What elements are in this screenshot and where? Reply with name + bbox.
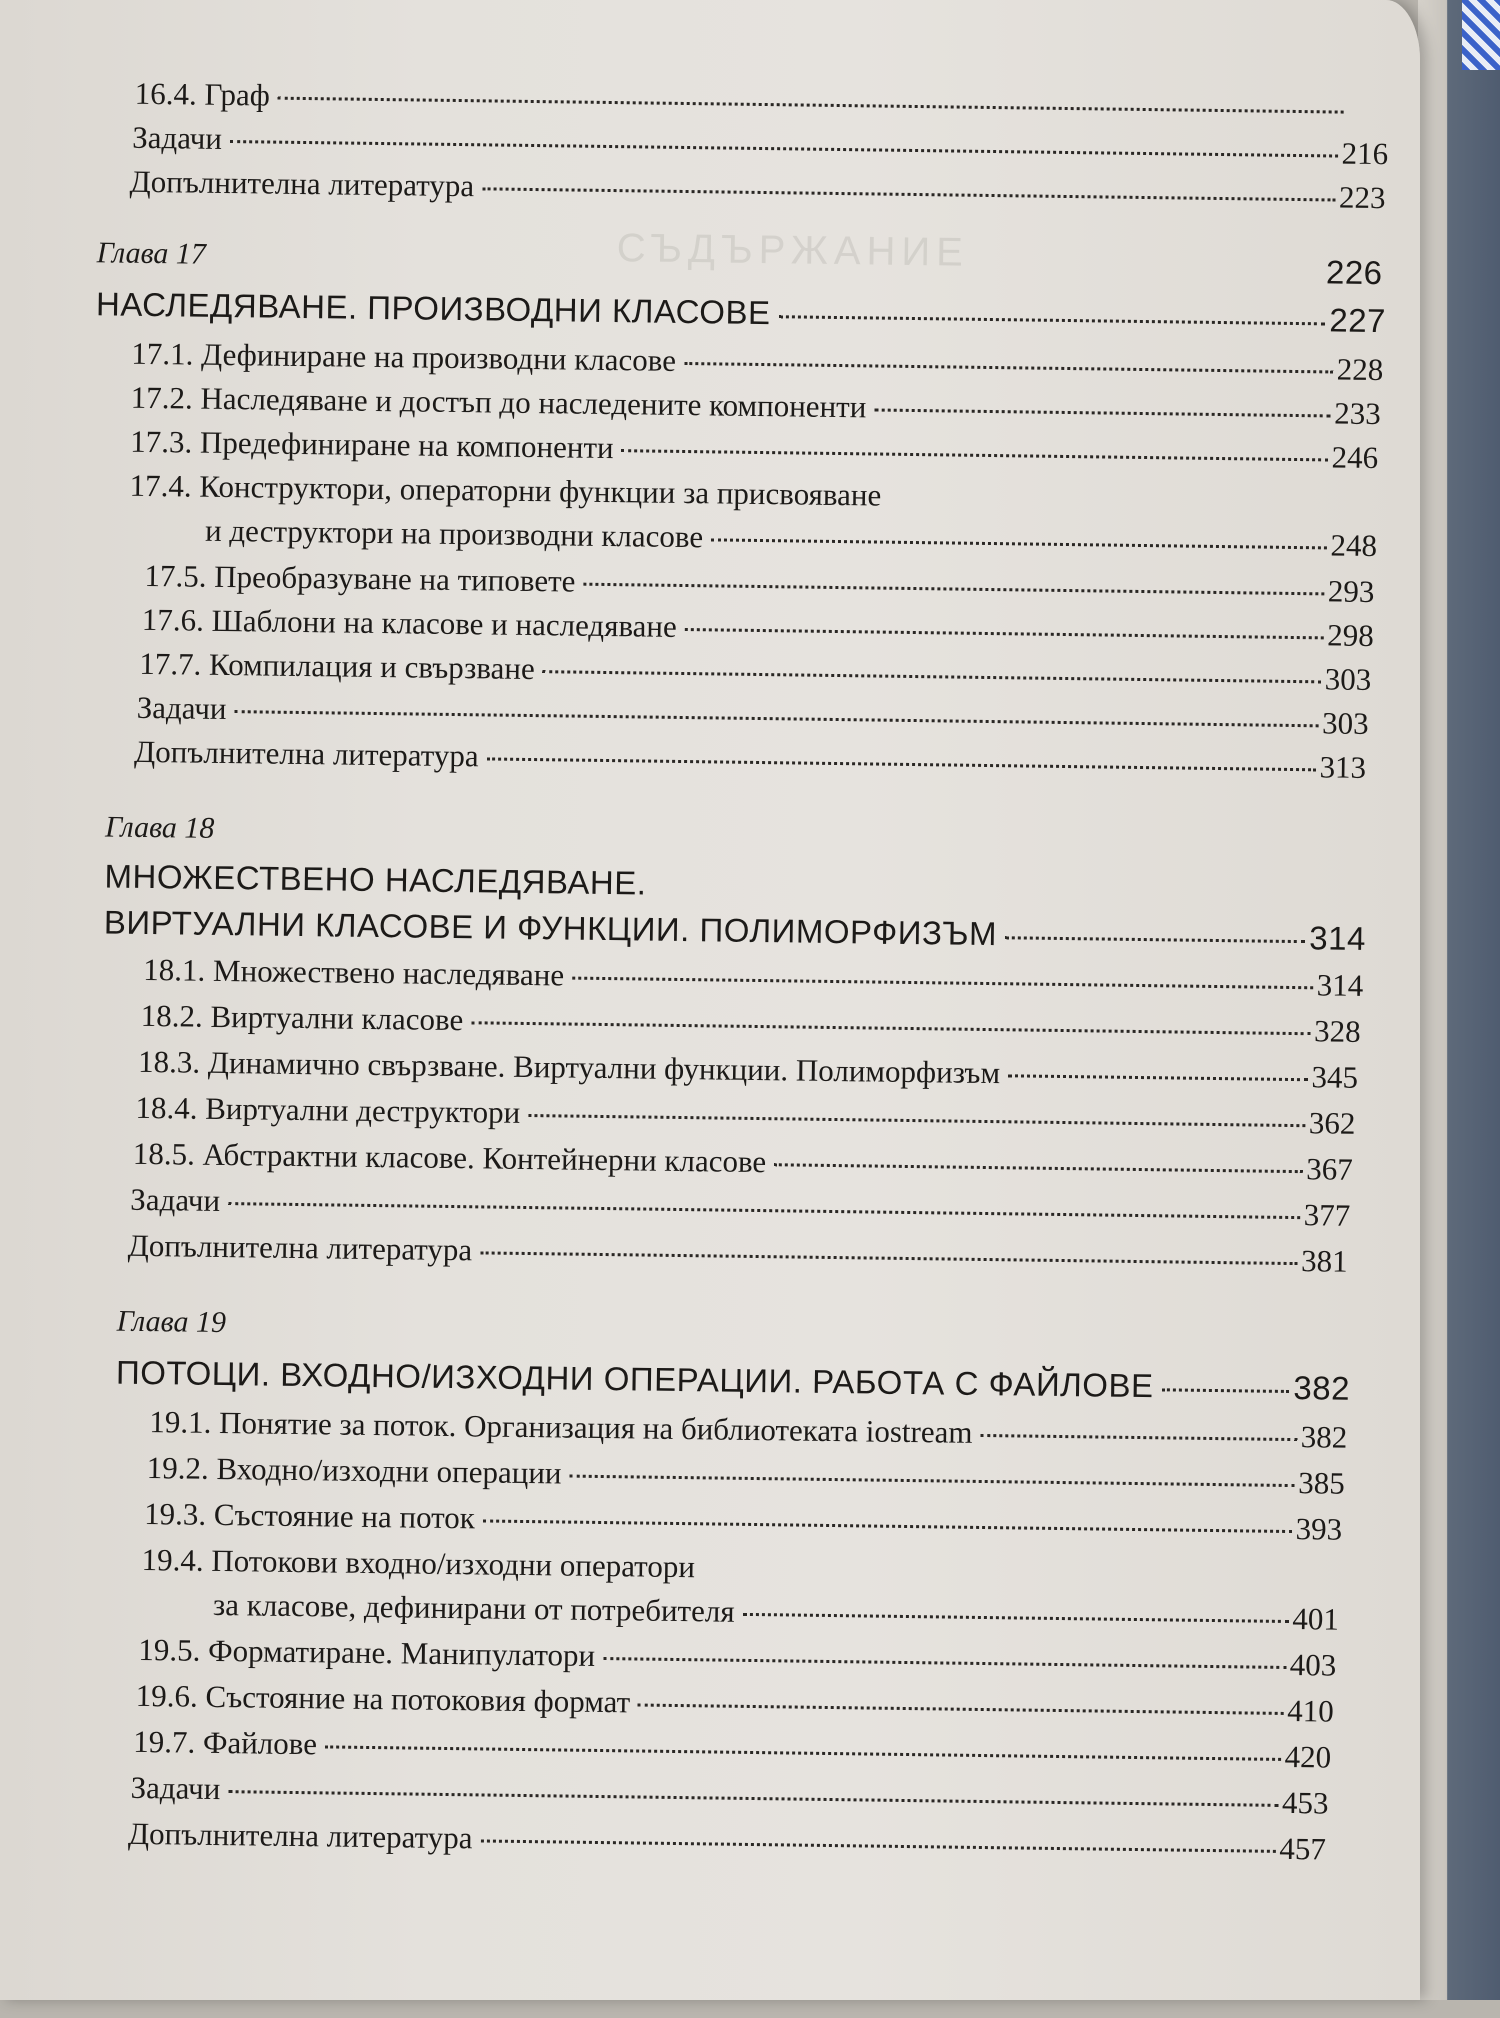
chapter-label: Глава 17 [96, 236, 207, 271]
toc-entry-page: 457 [1279, 1830, 1327, 1867]
leader-dots [711, 538, 1326, 549]
toc-entry-page: 410 [1286, 1692, 1334, 1729]
toc-entry-page: 246 [1331, 439, 1379, 476]
leader-dots [1008, 1074, 1307, 1081]
toc-entry-page: 367 [1306, 1151, 1354, 1187]
toc-entry-page: 393 [1295, 1511, 1343, 1547]
toc-entry-label: 19.7. Файлове [132, 1723, 318, 1762]
leader-dots [874, 408, 1330, 417]
chapter-end-page: 226 [1325, 253, 1383, 292]
toc-entry-page: 314 [1316, 967, 1364, 1003]
toc-entry-page: 377 [1303, 1197, 1351, 1233]
toc-entry-label: 18.2. Виртуални класове [140, 997, 464, 1038]
toc-entry-label: 16.4. Граф [134, 75, 271, 113]
leader-dots [325, 1745, 1281, 1761]
toc-entry-label: 17.3. Предефиниране на компоненти [130, 423, 614, 466]
chapter-label: Глава 19 [116, 1304, 227, 1340]
toc-entry-page: 345 [1311, 1059, 1359, 1095]
toc-entry-label-cont: за класове, дефинирани от потребителя [212, 1586, 735, 1629]
toc-entry-label: 19.4. Потокови входно/изходни оператори [141, 1541, 696, 1585]
leader-dots [528, 1114, 1305, 1127]
toc-entry-page: 303 [1324, 661, 1372, 698]
chapter-label: Глава 18 [104, 810, 215, 845]
toc-entry-page: 382 [1300, 1419, 1348, 1455]
leader-dots [569, 1475, 1294, 1487]
toc-entry-label: Допълнителна литература [127, 1227, 473, 1268]
leader-dots [980, 1434, 1296, 1441]
leader-dots [583, 583, 1324, 596]
toc-entry-label: Допълнителна литература [127, 1815, 473, 1856]
leader-dots [480, 1839, 1275, 1852]
chapter-title-text: ПОТОЦИ. ВХОДНО/ИЗХОДНИ ОПЕРАЦИИ. РАБОТА С ФАЙЛОВЕ [115, 1353, 1154, 1405]
leader-dots [278, 97, 1344, 114]
toc-entry-label: 18.4. Виртуални деструктори [135, 1089, 521, 1130]
leader-dots [543, 670, 1321, 683]
toc-entry-label: 19.6. Състояние на потоковия формат [135, 1677, 631, 1720]
toc-entry-label: 17.1. Дефиниране на производни класове [131, 335, 677, 378]
toc-entry-page: 228 [1336, 351, 1384, 388]
toc-entry-page: 293 [1327, 573, 1375, 610]
toc-entry-page: 233 [1333, 395, 1381, 432]
toc-entry-page: 298 [1327, 617, 1375, 654]
toc-entry-page: 401 [1292, 1601, 1340, 1637]
leader-dots [774, 1163, 1302, 1173]
toc-entry-label: Задачи [131, 119, 223, 156]
leader-dots [572, 977, 1313, 990]
leader-dots [230, 140, 1338, 157]
toc-entry-page: 403 [1289, 1647, 1337, 1683]
toc-entry-page: 328 [1313, 1013, 1361, 1049]
toc-entry-label: Задачи [130, 1769, 221, 1807]
toc-entry-page: 453 [1281, 1784, 1329, 1821]
toc-entry-page: 227 [1329, 301, 1387, 340]
toc-entry-label: 19.5. Форматиране. Манипулатори [138, 1631, 596, 1673]
toc-entry-page [1348, 120, 1390, 121]
toc-entry-label: 18.5. Абстрактни класове. Контейнерни класове [132, 1135, 767, 1180]
chapter-title-line1: МНОЖЕСТВЕНО НАСЛЕДЯВАНЕ. [104, 857, 647, 902]
leader-dots [603, 1657, 1286, 1669]
leader-dots [483, 1519, 1292, 1533]
chapter-title-text: НАСЛЕДЯВАНЕ. ПРОИЗВОДНИ КЛАСОВЕ [95, 285, 771, 332]
toc-entry-page: 381 [1300, 1243, 1348, 1279]
leader-dots [638, 1703, 1283, 1714]
toc-entry-label: 17.6. Шаблони на класове и наследяване [141, 601, 678, 644]
toc-entry-page: 420 [1284, 1738, 1332, 1775]
toc-entry-label: Допълнителна литература [133, 733, 479, 774]
toc-entry-label: 19.3. Състояние на поток [143, 1496, 476, 1536]
toc-entry-label: 17.4. Конструктори, операторни функции за присвояване [129, 467, 882, 513]
toc-entry-label: 17.2. Наследяване и достъп до наследените компоненти [130, 379, 867, 425]
toc-entry-page: 382 [1293, 1369, 1351, 1407]
leader-dots [778, 315, 1325, 325]
leader-dots [487, 757, 1316, 771]
toc-entry-label: Допълнителна литература [129, 163, 475, 204]
leader-dots [743, 1613, 1289, 1623]
toc-entry-label: 17.7. Компилация и свързване [139, 645, 535, 687]
toc-entry-page: 216 [1341, 135, 1389, 172]
background-table [1418, 0, 1500, 2000]
chapter-title-text: ВИРТУАЛНИ КЛАСОВЕ И ФУНКЦИИ. ПОЛИМОРФИЗЪМ [103, 903, 998, 953]
toc-entry-page: 314 [1309, 919, 1367, 957]
leader-dots [228, 1790, 1278, 1807]
toc-entry-label: Задачи [130, 1181, 221, 1218]
leader-dots [685, 628, 1324, 639]
toc-entry-page: 303 [1321, 705, 1369, 741]
toc-entry-label-cont: и деструктори на производни класове [204, 512, 704, 555]
toc-entry-label: 17.5. Преобразуване на типовете [144, 557, 576, 599]
leader-dots [471, 1021, 1310, 1035]
leader-dots [234, 710, 1318, 727]
leader-dots [1161, 1388, 1289, 1393]
toc-entry-page: 248 [1330, 527, 1378, 564]
leader-dots [228, 1202, 1300, 1219]
leader-dots [482, 187, 1335, 201]
toc-entry-page: 385 [1297, 1465, 1345, 1501]
leader-dots [622, 449, 1328, 461]
show-through-heading: СЪДЪРЖАНИЕ [616, 226, 970, 275]
leader-dots [1005, 936, 1305, 943]
toc-entry-label: 19.2. Входно/изходни операции [146, 1450, 562, 1491]
toc-entry-label: 18.3. Динамично свързване. Виртуални функции. Полиморфизъм [137, 1043, 1001, 1091]
background-object [1462, 0, 1500, 70]
toc-entry-label: 19.1. Понятие за поток. Организация на библиотеката iostream [149, 1404, 973, 1450]
toc-entry-page: 223 [1338, 179, 1386, 216]
toc-entry-page: 313 [1319, 749, 1367, 785]
leader-dots [480, 1251, 1297, 1265]
toc-entry-label: Задачи [136, 689, 227, 727]
toc-entry-label: 18.1. Множествено наследяване [143, 951, 565, 993]
leader-dots [684, 362, 1333, 373]
toc-entry-page: 362 [1308, 1105, 1356, 1141]
